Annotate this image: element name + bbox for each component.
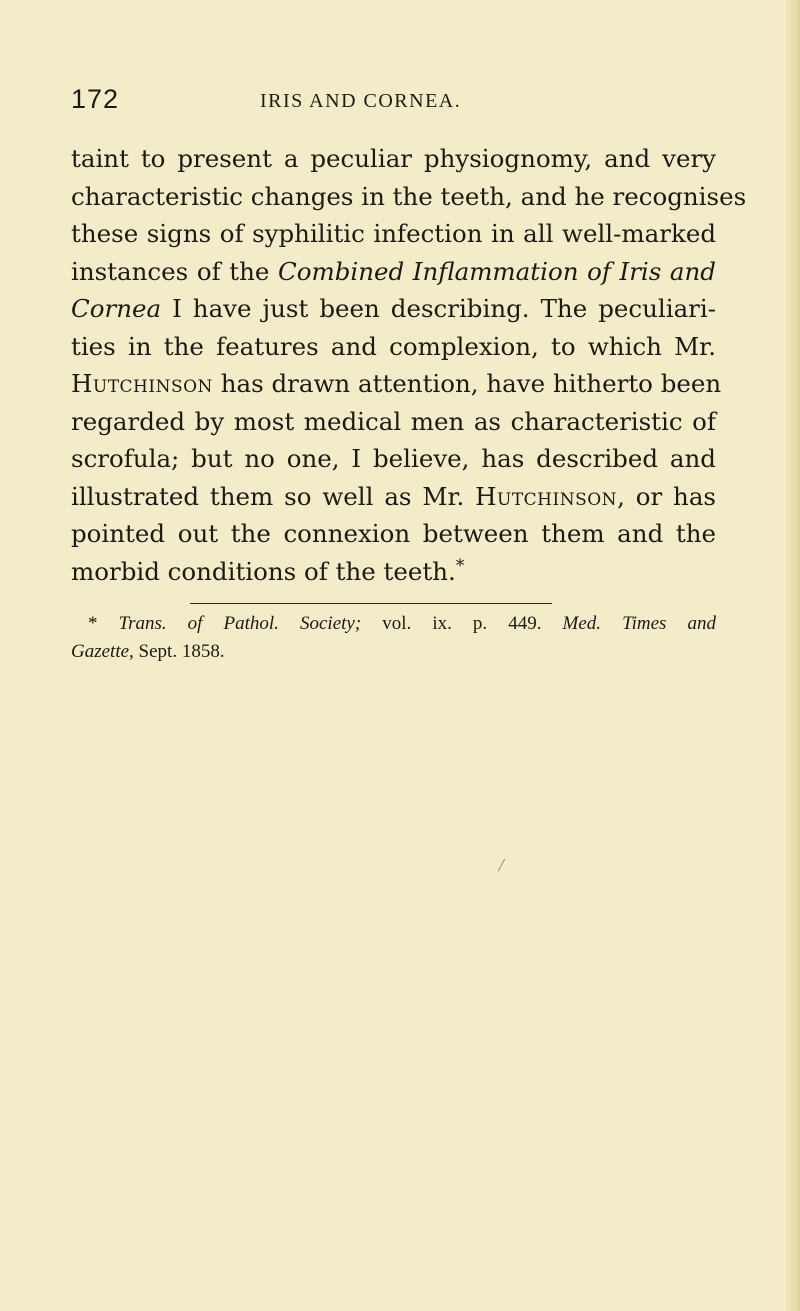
text-run: scrofula; but no one, I believe, has described and bbox=[71, 444, 716, 473]
text-run: regarded by most medical men as characteristic of bbox=[71, 406, 716, 436]
text-line bbox=[71, 515, 716, 553]
text-line bbox=[71, 440, 716, 478]
text-line bbox=[71, 215, 716, 253]
italic-title: Combined Inflammation of Iris and bbox=[277, 256, 716, 286]
text-run: morbid conditions of the teeth. bbox=[71, 556, 456, 586]
text-line bbox=[71, 553, 716, 591]
footnote-rule bbox=[190, 603, 552, 604]
text-run: these signs of syphilitic infection in all well-marked bbox=[71, 219, 716, 248]
text-line bbox=[71, 328, 716, 366]
text-run: taint to present a peculiar physiognomy, and very bbox=[71, 144, 716, 173]
author-name: Hutchinson bbox=[71, 369, 213, 398]
footnote-line bbox=[71, 610, 716, 638]
text-run: illustrated them so well as Mr. bbox=[71, 481, 476, 511]
text-run: has drawn attention, have hitherto been bbox=[212, 369, 722, 398]
journal-title: Gazette, bbox=[71, 641, 134, 662]
footnote-marker: * bbox=[88, 613, 98, 634]
text-line bbox=[71, 403, 716, 441]
text-line bbox=[71, 253, 716, 291]
text-run: characteristic changes in the teeth, and he recognises bbox=[71, 181, 747, 211]
footnote-line bbox=[71, 638, 716, 666]
text-line bbox=[71, 478, 716, 516]
journal-title: Med. Times and bbox=[562, 613, 717, 634]
page-number: 172 bbox=[71, 84, 120, 114]
footnote-marker: * bbox=[455, 555, 465, 576]
text-line bbox=[71, 140, 716, 178]
text-run: , or has bbox=[617, 481, 716, 511]
body-paragraph bbox=[71, 140, 747, 590]
text-run: instances of the bbox=[71, 256, 278, 286]
italic-title: Cornea bbox=[71, 294, 162, 323]
text-run: ties in the features and complexion, to which Mr. bbox=[71, 331, 716, 361]
text-run: pointed out the connexion between them and the bbox=[71, 519, 716, 548]
paper-mark bbox=[498, 859, 505, 872]
text-run: I have just been describing. The peculiari- bbox=[161, 294, 716, 323]
page-header bbox=[71, 84, 711, 124]
author-name: Hutchinson bbox=[475, 481, 618, 511]
journal-title: Trans. of Pathol. Society; bbox=[118, 613, 362, 634]
citation: vol. ix. p. 449. bbox=[361, 613, 563, 634]
page-edge-shadow bbox=[786, 0, 800, 1311]
citation: Sept. 1858. bbox=[133, 641, 225, 662]
running-head: IRIS AND CORNEA. bbox=[260, 90, 462, 112]
footnote bbox=[71, 610, 716, 666]
text-line bbox=[71, 290, 716, 328]
text-line bbox=[71, 178, 747, 216]
text-line bbox=[71, 365, 722, 403]
